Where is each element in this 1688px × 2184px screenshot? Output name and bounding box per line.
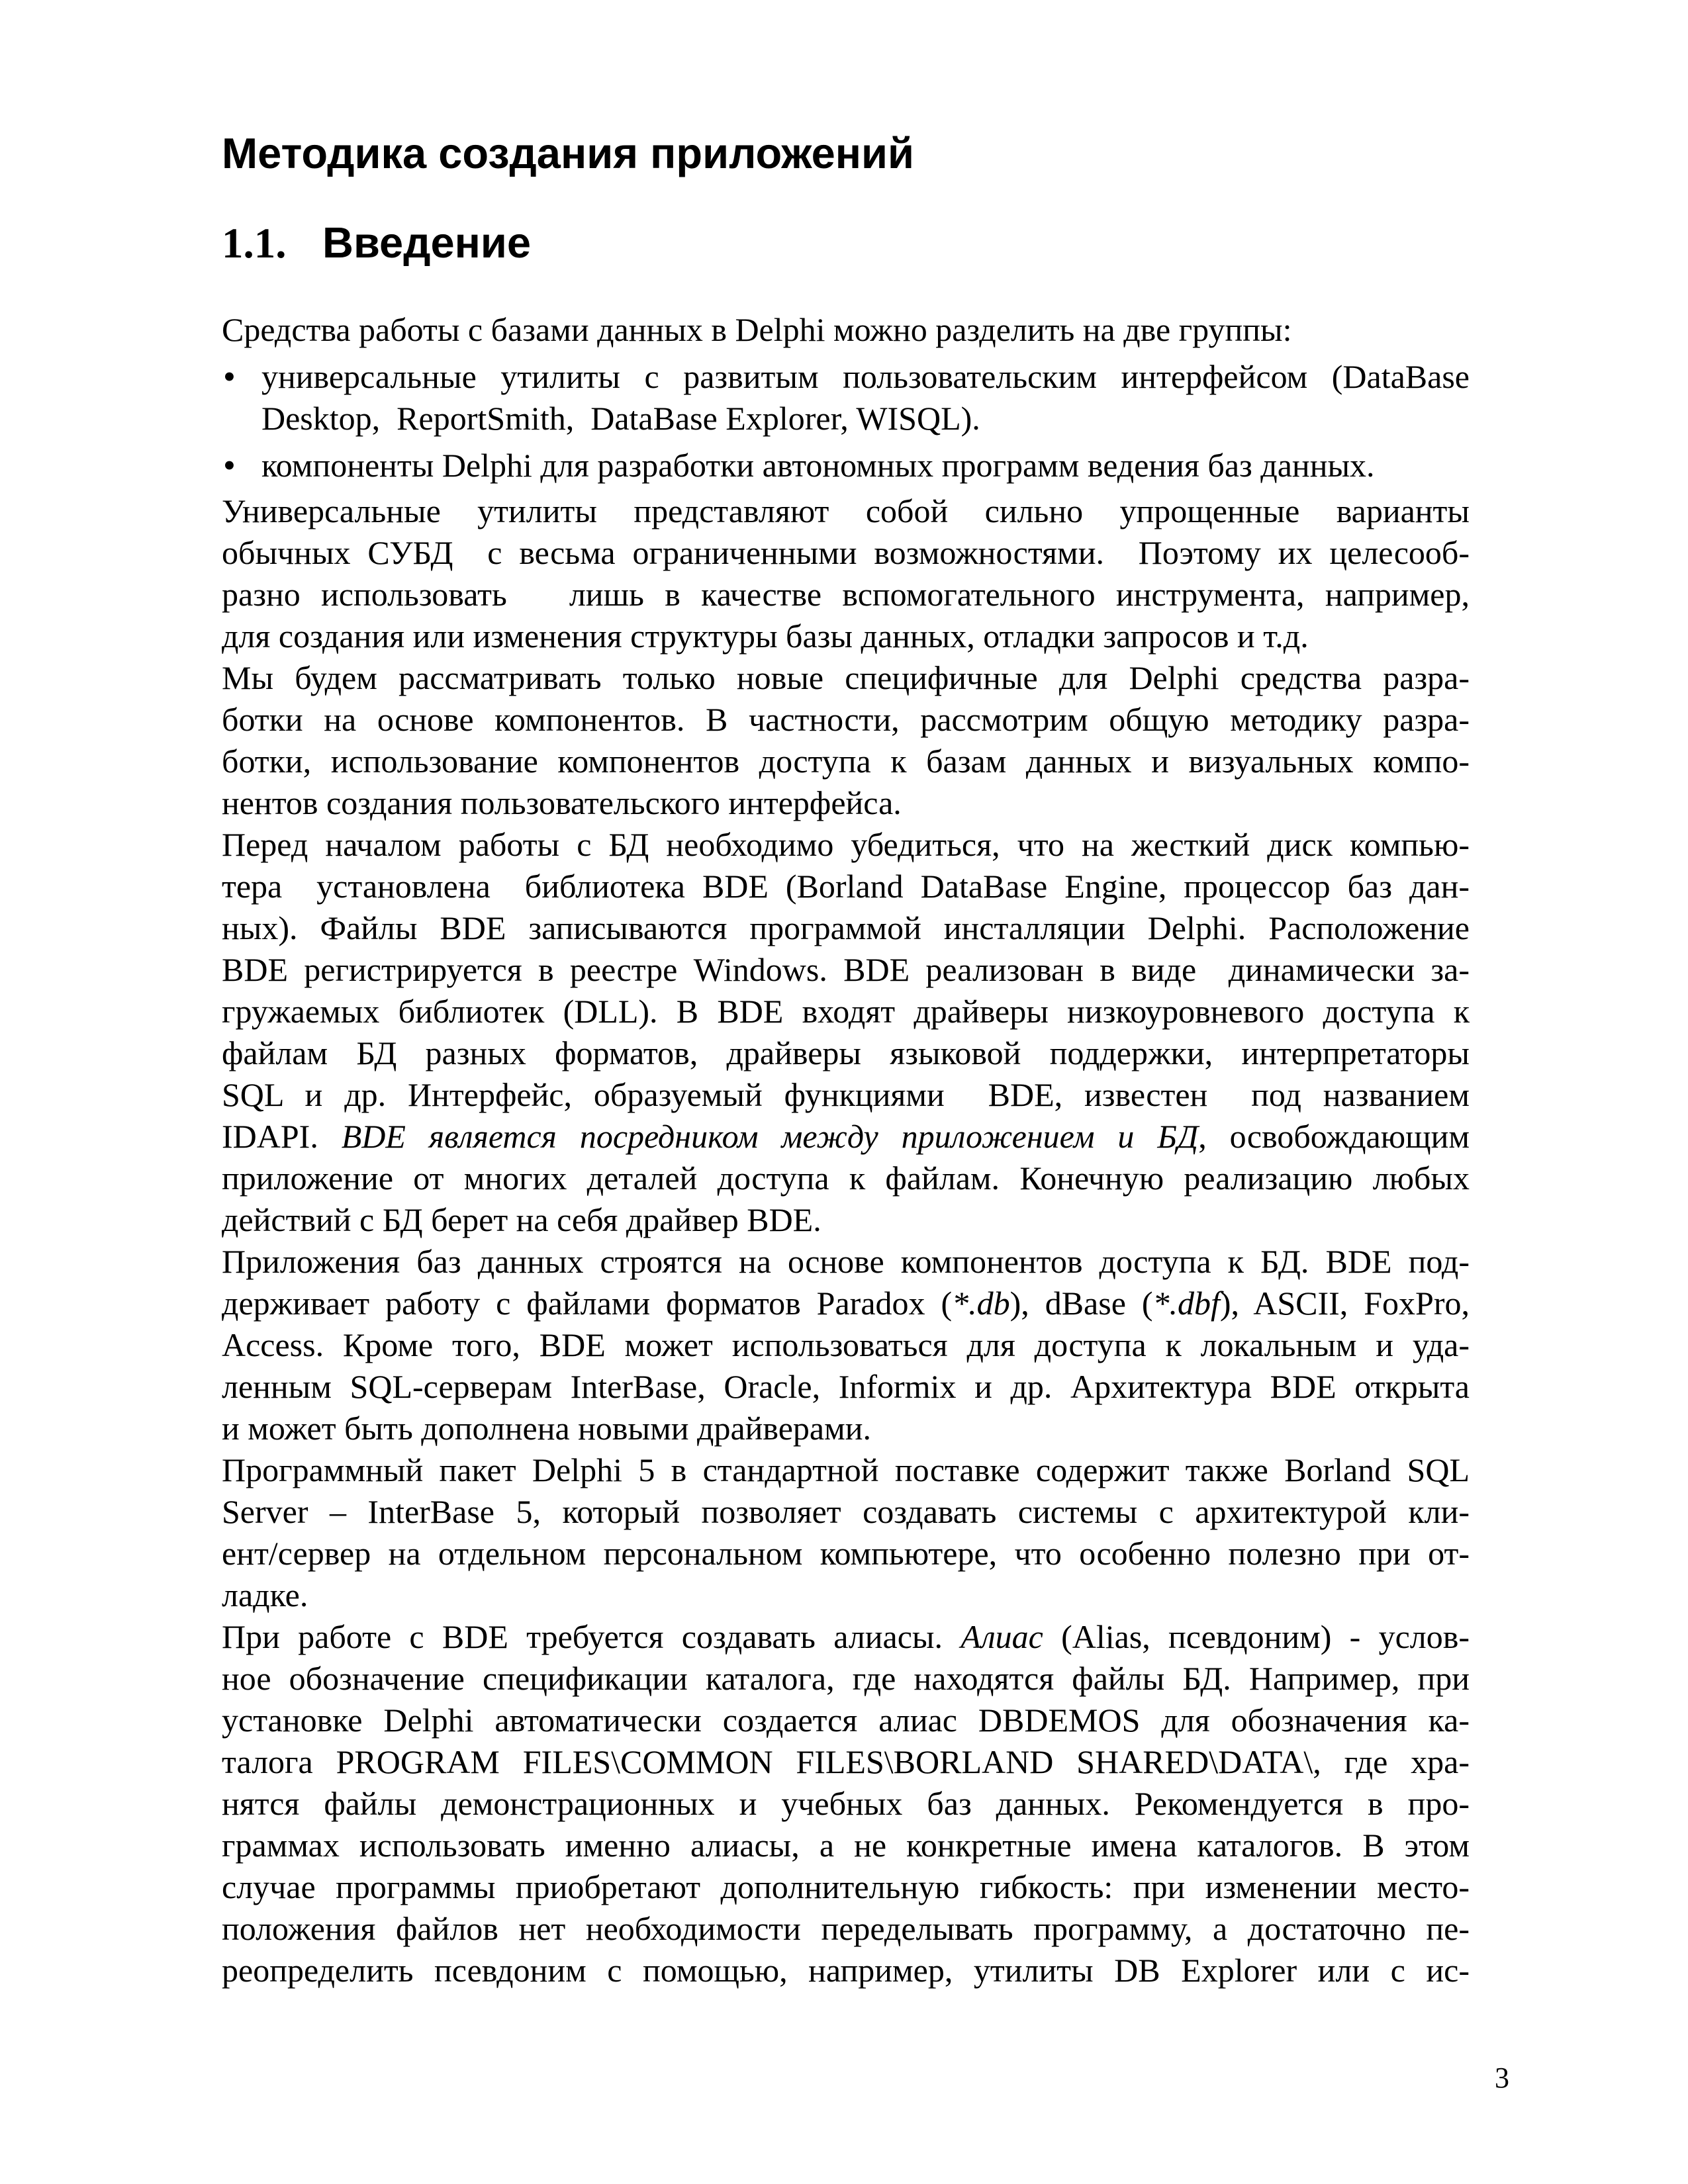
text-line: Мы будем рассматривать только новые специфичные для Delphi средства разра-	[222, 659, 1470, 696]
text-line: установке Delphi автоматически создается алиас DBDEMOS для обозначения ка-	[222, 1701, 1470, 1739]
text-line: Средства работы с базами данных в Delphi можно разделить на две группы:	[222, 310, 1292, 348]
text-line: и может быть дополнена новыми драйверами.	[222, 1409, 872, 1447]
text-line: ладке.	[222, 1576, 308, 1614]
text-line: приложение от многих деталей доступа к файлам. Конечную реализацию любых	[222, 1159, 1470, 1197]
page-title: Методика создания приложений	[222, 129, 914, 177]
text-line: ботки на основе компонентов. В частности, рассмотрим общую методику разра-	[222, 700, 1470, 738]
text-line: универсальные утилиты с развитым пользовательским интерфейсом (DataBase	[261, 357, 1470, 395]
text-line: Перед началом работы с БД необходимо убедиться, что на жесткий диск компью-	[222, 825, 1470, 863]
page-content	[222, 0, 1470, 1991]
text-line: ленным SQL-серверам InterBase, Oracle, Informix и др. Архитектура BDE открыта	[222, 1367, 1470, 1405]
text-line: талога PROGRAM FILES\COMMON FILES\BORLAND SHARED\DATA\, где хра-	[222, 1743, 1470, 1780]
text-line: случае программы приобретают дополнительную гибкость: при изменении место-	[222, 1868, 1470, 1905]
paragraph	[222, 1241, 1470, 1449]
body-text	[222, 309, 1470, 1991]
text-line: граммах использовать именно алиасы, а не конкретные имена каталогов. В этом	[222, 1826, 1470, 1864]
text-line: ных). Файлы BDE записываются программой инсталляции Delphi. Расположение	[222, 909, 1470, 946]
page-number: 3	[1495, 2062, 1509, 2094]
text-line: Приложения баз данных строятся на основе компонентов доступа к БД. BDE под-	[222, 1242, 1470, 1280]
text-line: Универсальные утилиты представляют собой сильно упрощенные варианты	[222, 492, 1470, 529]
text-line: компоненты Delphi для разработки автономных программ ведения баз данных.	[261, 446, 1375, 484]
paragraph	[222, 490, 1470, 657]
text-line: SQL и др. Интерфейс, образуемый функциями BDE, известен под названием	[222, 1075, 1470, 1113]
text-line: реопределить псевдоним с помощью, например, утилиты DB Explorer или с ис-	[222, 1951, 1470, 1989]
section-heading	[222, 218, 1470, 269]
text-line: обычных СУБД с весьма ограниченными возможностями. Поэтому их целесооб-	[222, 533, 1470, 571]
list-item-text	[261, 445, 1470, 486]
text-line: нентов создания пользовательского интерфейса.	[222, 784, 902, 821]
text-line: Desktop, ReportSmith, DataBase Explorer, WISQL).	[261, 399, 980, 437]
text-line: ент/сервер на отдельном персональном компьютере, что особенно полезно при от-	[222, 1534, 1470, 1572]
text-line: разно использовать лишь в качестве вспомогательного инструмента, например,	[222, 575, 1470, 613]
list-item-text	[261, 356, 1470, 439]
text-line: ботки, использование компонентов доступа к базам данных и визуальных компо-	[222, 742, 1470, 780]
bullet-icon: •	[223, 445, 236, 485]
section-number: 1.1.	[222, 219, 287, 267]
list-item	[222, 445, 1470, 486]
text-line: файлам БД разных форматов, драйверы языковой поддержки, интерпретаторы	[222, 1034, 1470, 1071]
paragraph	[222, 1616, 1470, 1991]
paragraph	[222, 309, 1470, 351]
text-line: IDAPI. BDE является посредником между приложением и БД, освобождающим	[222, 1117, 1470, 1155]
paragraph	[222, 657, 1470, 824]
paragraph	[222, 824, 1470, 1241]
text-line: Server – InterBase 5, который позволяет создавать системы с архитектурой кли-	[222, 1492, 1470, 1530]
text-line: действий с БД берет на себя драйвер BDE.	[222, 1201, 821, 1238]
text-line: Access. Кроме того, BDE может использоваться для доступа к локальным и уда-	[222, 1326, 1470, 1363]
text-line: гружаемых библиотек (DLL). В BDE входят драйверы низкоуровневого доступа к	[222, 992, 1470, 1030]
section-title: Введение	[322, 218, 531, 267]
text-line: При работе с BDE требуется создавать алиасы. Алиас (Alias, псевдоним) - услов-	[222, 1617, 1470, 1655]
text-line: BDE регистрируется в реестре Windows. BDE реализован в виде динамически за-	[222, 950, 1470, 988]
list-item	[222, 356, 1470, 439]
text-line: положения файлов нет необходимости переделывать программу, а достаточно пе-	[222, 1909, 1470, 1947]
text-line: тера установлена библиотека BDE (Borland DataBase Engine, процессор баз дан-	[222, 867, 1470, 905]
text-line: Программный пакет Delphi 5 в стандартной поставке содержит также Borland SQL	[222, 1451, 1470, 1488]
bullet-icon: •	[223, 356, 236, 396]
text-line: держивает работу с файлами форматов Paradox (*.db), dBase (*.dbf), ASCII, FoxPro,	[222, 1284, 1470, 1322]
paragraph	[222, 1449, 1470, 1616]
text-line: ное обозначение спецификации каталога, где находятся файлы БД. Например, при	[222, 1659, 1470, 1697]
text-line: нятся файлы демонстрационных и учебных баз данных. Рекомендуется в про-	[222, 1784, 1470, 1822]
text-line: для создания или изменения структуры базы данных, отладки запросов и т.д.	[222, 617, 1309, 655]
